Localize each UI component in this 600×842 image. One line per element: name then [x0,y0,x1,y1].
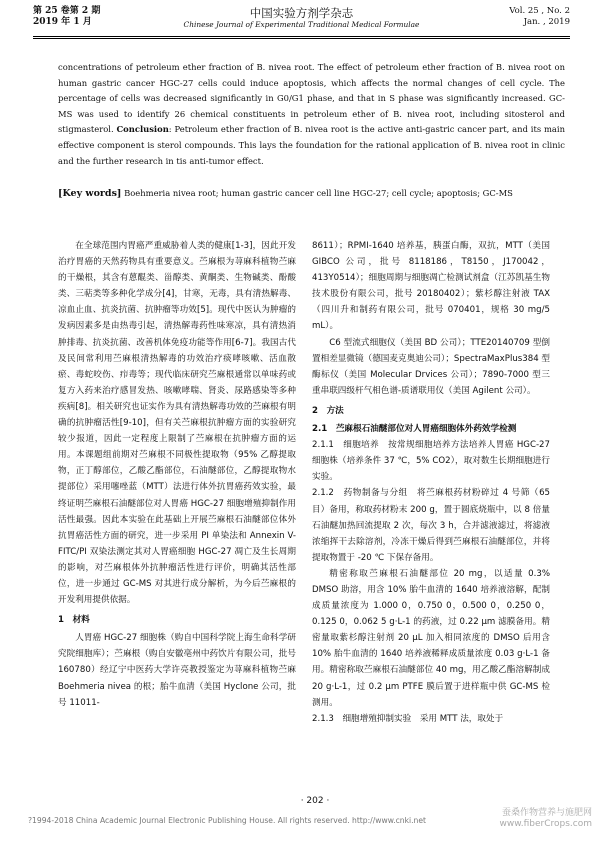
section-2-1-2-cont: 精密称取苎麻根石油醚部位 20 mg，以适量 0.3% DMSO 助溶，用含 10% 胎牛血清的 1640 培养液溶解，配制成质量浓度为 1.000 0，0.750 0，0.500 0，0.250 0，0.125 0，0.062 5 g·L-1 的药液，过 0.22 μm 滤膜备用。精密量取紫杉醇注射剂 20 μL 加入相同浓度的 DMSO 后用含 10% 胎牛血清的 1640 培养液稀释成质量浓度 0.03 g·L-1 备用。精密称取苎麻根石油醚部位 40 mg，用乙酸乙酯溶解制成 20 g·L-1，过 0.2 μm PTFE 膜后置于进样瓶中供 GC-MS 检测用。 [312,568,550,708]
conclusion-label: Conclusion [116,124,169,135]
materials-paragraph: 人胃癌 HGC-27 细胞株（购自中国科学院上海生命科学研究院细胞库）；苎麻根（购自安徽亳州中药饮片有限公司，批号 160780）经辽宁中医药大学许亮教授鉴定为荨麻科植物苎麻 Boehmeria nivea 的根；胎牛血清（美国 Hyclone 公司，批号 11011- [58,633,296,708]
english-abstract [58,60,565,169]
section-2-1-1: 2.1.1 细胞培养 按常规细胞培养方法培养人胃癌 HGC-27 细胞株（培养条件 37 ℃，5% CO2），取对数生长期细胞进行实验。 [312,440,550,483]
instruments-paragraph: C6 型流式细胞仪（美国 BD 公司）；TTE20140709 型倒置相差显微镜（德国麦克奥迪公司）；SpectraMaxPlus384 型酶标仪（美国 Molecular Drvices 公司）；7890-7000 型三重串联四级杆气相色谱-质谱联用仪（美国 Agilent 公司）。 [312,337,550,396]
journal-header [33,6,570,34]
date-en: Jan. , 2019 [523,17,570,27]
copyright-footer: ?1994-2018 China Academic Journal Electronic Publishing House. All rights reserved. http://www.cnki.net [28,816,427,825]
header-center [33,6,570,30]
materials-continued: 8611）；RPMI-1640 培养基，胰蛋白酶，双抗，MTT（美国 GIBCO 公司，批号 8118186，T8150，J170042，413Y0514）；细胞周期与细胞凋亡检测试剂盒（江苏凯基生物技术股份有限公司，批号 20180402）；紫杉醇注射液 TAX（四川升和制药有限公司，批号 070401，规格 30 mg/5 mL）。 [312,241,550,332]
abstract-text-2: : Petroleum ether fraction of B. nivea root is the active anti-gastric cancer part, and its main effective component is sterol compounds. This lays the foundation for the rational application of B. nivea root in clinic and the further research in tis anti-tumor effect. [58,124,565,166]
header-rule-bottom [33,38,570,39]
section-2-1-3: 2.1.3 细胞增殖抑制实验 采用 MTT 法，取处于 [312,713,504,724]
intro-paragraph: 在全球范围内胃癌严重威胁着人类的健康[1-3]，因此开发治疗胃癌的天然药物具有重要意义。苎麻根为荨麻科植物苎麻的干燥根，其含有蒽醌类、甾醇类、黄酮类、生物碱类、酚酸类、三萜类等多种化学成分[4]，甘寒，无毒，具有清热解毒、凉血止血、抗炎抗菌、抗肿瘤等功效[5]。现代中医认为肿瘤的发病因素多是由热毒引起，清热解毒药性味寒凉，具有清热消肿排毒、抗炎抗菌、改善机体免疫功能等作用[6-7]。我国古代及民间常利用苎麻根清热解毒的功效治疗痰哮咳嗽、活血散瘀、毒蛇咬伤、疖毒等；现代临床研究苎麻根通常以单味药或复方入药来治疗感冒发热、咳嗽哮喘、肾炎、尿路感染等多种疾病[8]。相关研究也证实作为具有清热解毒功效的苎麻根有明确的抗肿瘤活性[9-10]，但有关苎麻根抗肿瘤方面的实验研究较少报道，因此一定程度上限制了苎麻根在抗肿瘤方面的运用。本课题组前期对苎麻根不同极性提取物（95% 乙醇提取物，正丁醇部位，乙酸乙酯部位，石油醚部位，乙醇提取物水提部位）采用噻唑蓝（MTT）法进行体外抗胃癌药效实验，最终证明苎麻根石油醚部位对人胃癌 HGC-27 细胞增殖抑制作用活性最强。因此本实验在此基础上开展苎麻根石油醚部位体外抗胃癌活性方面的研究，进一步采用 PI 单染法和 Annexin V-FITC/PI 双染法测定其对人胃癌细胞 HGC-27 凋亡及生长周期的影响，对苎麻根体外抗肿瘤活性进行评价，明确其活性部位，进一步通过 GC-MS 对其进行成分解析，为今后苎麻根的开发利用提供依据。 [58,241,296,606]
watermark-url: www.fiberCrops.com [499,819,592,829]
right-column [312,238,550,727]
watermark-cn: 蚕桑作物营养与施肥网 [501,808,592,818]
section-2-title: 2 方法 [312,405,344,416]
header-rule-top [33,36,570,37]
journal-title-cn: 中国实验方剂学杂志 [249,6,354,20]
left-column [58,238,296,711]
journal-title-en: Chinese Journal of Experimental Traditional Medical Formulae [183,20,420,29]
page-number: · 202 · [300,796,330,806]
volume-issue-en: Vol. 25 , No. 2 [509,6,570,16]
keywords-text: Boehmeria nivea root; human gastric cancer cell line HGC-27; cell cycle; apoptosis; GC-MS [124,188,513,198]
watermark [499,808,592,830]
volume-issue-cn: 第 25 卷第 2 期 [33,6,101,16]
keywords [58,186,565,202]
section-1-title: 1 材料 [58,615,90,626]
abstract-text-1: concentrations of petroleum ether fraction of B. nivea root. The effect of petroleum ether fraction of B. nivea root on human gastric cancer HGC-27 cells could induce apoptosis, which affects the normal changes of cell cycle. The percentage of cells was decreased significantly in G0/G1 phase, and that in S phase was significantly increased. GC-MS was used to identify 26 chemical constituents in petroleum ether of B. nivea root, including sitosterol and stigmasterol. [58,62,565,135]
section-2-1-2: 2.1.2 药物制备与分组 将苎麻根药材粉碎过 4 号筛（65 目）备用，称取药材粉末 200 g，置于圆底烧瓶中，以 8 倍量石油醚加热回流提取 2 次，每次 3 h，合并滤液滤过，将滤液浓缩挥干去除溶剂，冷冻干燥后得到苎麻根石油醚部位，并将提取物置于 -20 ℃ 下保存备用。 [312,488,550,563]
header-right [509,6,570,28]
date-cn: 2019 年 1 月 [33,17,92,27]
section-2-1-title: 2.1 苎麻根石油醚部位对人胃癌细胞体外药效学检测 [312,424,517,435]
keywords-label: [Key words] [58,188,122,199]
